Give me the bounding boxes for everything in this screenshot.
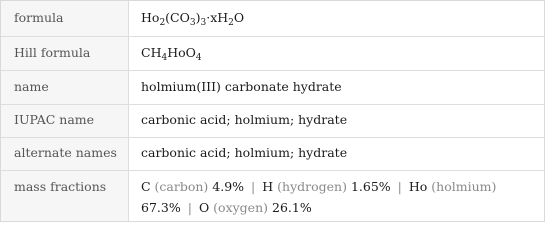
- label-cell: [1, 71, 129, 104]
- label-cell: [1, 138, 129, 170]
- label-cell: [1, 171, 129, 221]
- row-label: mass fractions: [14, 179, 107, 194]
- table-row-hill-formula: [1, 37, 544, 71]
- formula-text: Ho: [141, 10, 160, 25]
- formula-value: [141, 7, 536, 28]
- formula-text: HoO: [167, 45, 196, 60]
- element-percent: 26.1%: [268, 200, 312, 215]
- mass-fraction-item: [141, 179, 244, 194]
- label-cell: [1, 105, 129, 137]
- formula-subscript: 4: [195, 53, 202, 63]
- element-symbol: Ho: [408, 179, 432, 194]
- formula-text: (CO: [165, 10, 190, 25]
- element-symbol: O: [198, 200, 214, 215]
- row-label: Hill formula: [14, 45, 91, 60]
- fraction-separator: |: [251, 179, 256, 194]
- row-label: alternate names: [14, 145, 117, 160]
- element-percent: 4.9%: [208, 179, 245, 194]
- fraction-separator: |: [397, 179, 402, 194]
- table-row-mass-fractions: [1, 171, 544, 221]
- row-label: IUPAC name: [14, 112, 95, 127]
- element-name: (hydrogen): [277, 179, 347, 194]
- element-name: (holmium): [431, 179, 497, 194]
- formula-text: ·xH: [206, 10, 229, 25]
- mass-fraction-item: [262, 179, 390, 194]
- formula-subscript: 4: [161, 53, 168, 63]
- mass-fraction-item: [199, 200, 312, 215]
- table-row-formula: [1, 1, 544, 37]
- row-label: name: [14, 79, 49, 94]
- label-cell: [1, 37, 129, 70]
- element-percent: 67.3%: [141, 200, 181, 215]
- element-percent: 1.65%: [346, 179, 391, 194]
- element-name: (oxygen): [213, 200, 269, 215]
- iupac-name-value: carbonic acid; holmium; hydrate: [141, 112, 348, 127]
- formula-subscript: 3: [189, 18, 196, 28]
- formula-subscript: 3: [200, 18, 207, 28]
- element-symbol: H: [262, 179, 278, 194]
- formula-subscript: 2: [159, 18, 166, 28]
- row-label: formula: [14, 10, 64, 25]
- table-row-alternate-names: [1, 138, 544, 171]
- formula-text: O: [233, 10, 245, 25]
- table-row-name: [1, 71, 544, 105]
- mass-fractions-value: [141, 176, 536, 218]
- name-value: holmium(III) carbonate hydrate: [141, 79, 342, 94]
- alternate-names-value: carbonic acid; holmium; hydrate: [141, 145, 348, 160]
- label-cell: [1, 1, 129, 36]
- formula-subscript: 2: [228, 18, 234, 28]
- fraction-separator: |: [187, 200, 192, 215]
- element-name: (carbon): [154, 179, 209, 194]
- hill-formula-value: [141, 42, 536, 63]
- element-symbol: C: [141, 179, 155, 194]
- table-row-iupac-name: [1, 105, 544, 138]
- formula-text: ): [195, 10, 201, 25]
- formula-text: CH: [141, 45, 162, 60]
